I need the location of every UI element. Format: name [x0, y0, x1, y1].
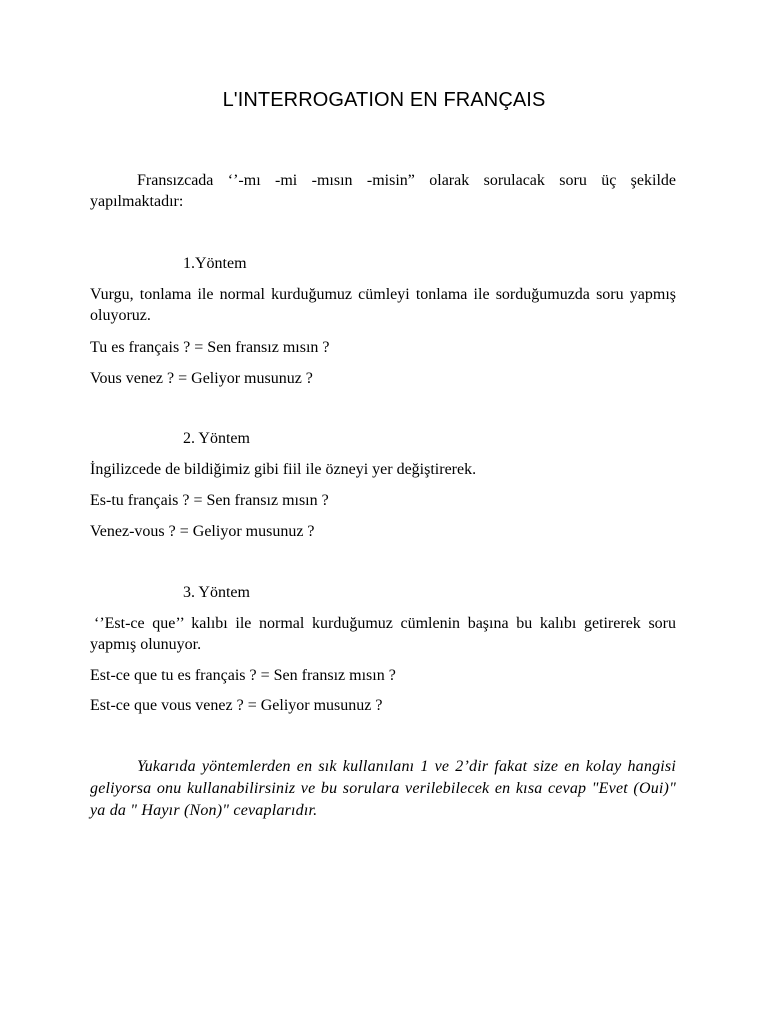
closing-note: Yukarıda yöntemlerden en sık kullanılanı 1 ve 2’dir fakat size en kolay hangisi geliyorsa onu kullanabilirsiniz ve bu sorulara verilebilecek en kısa cevap "Evet (Oui)" ya da " Hayır (Non)" cevaplarıdır. [90, 758, 676, 819]
method-2-example-2: Venez-vous ? = Geliyor musunuz ? [90, 523, 315, 540]
method-1-description: Vurgu, tonlama ile normal kurduğumuz cümleyi tonlama ile sorduğumuzda soru yapmış oluyoruz. [90, 286, 676, 324]
method-3-example-1: Est-ce que tu es français ? = Sen fransız mısın ? [90, 667, 396, 684]
method-1-heading: 1.Yöntem [183, 255, 247, 272]
method-2-description: İngilizcede de bildiğimiz gibi fiil ile özneyi yer değiştirerek. [90, 461, 477, 478]
method-3-example-2: Est-ce que vous venez ? = Geliyor musunuz ? [90, 697, 383, 714]
intro-paragraph: Fransızcada ‘’-mı -mi -mısın -misin” olarak sorulacak soru üç şekilde yapılmaktadır: [90, 172, 676, 210]
method-2-example-1: Es-tu français ? = Sen fransız mısın ? [90, 492, 329, 509]
page-title: L'INTERROGATION EN FRANÇAIS [222, 89, 546, 111]
method-1-example-2: Vous venez ? = Geliyor musunuz ? [90, 370, 313, 387]
method-3-description: ‘’Est-ce que’’ kalıbı ile normal kurduğumuz cümlenin başına bu kalıbı getirerek soru yapmış olunuyor. [90, 615, 676, 653]
method-3-heading: 3. Yöntem [183, 584, 250, 601]
method-1-example-1: Tu es français ? = Sen fransız mısın ? [90, 339, 330, 356]
method-2-heading: 2. Yöntem [183, 430, 250, 447]
